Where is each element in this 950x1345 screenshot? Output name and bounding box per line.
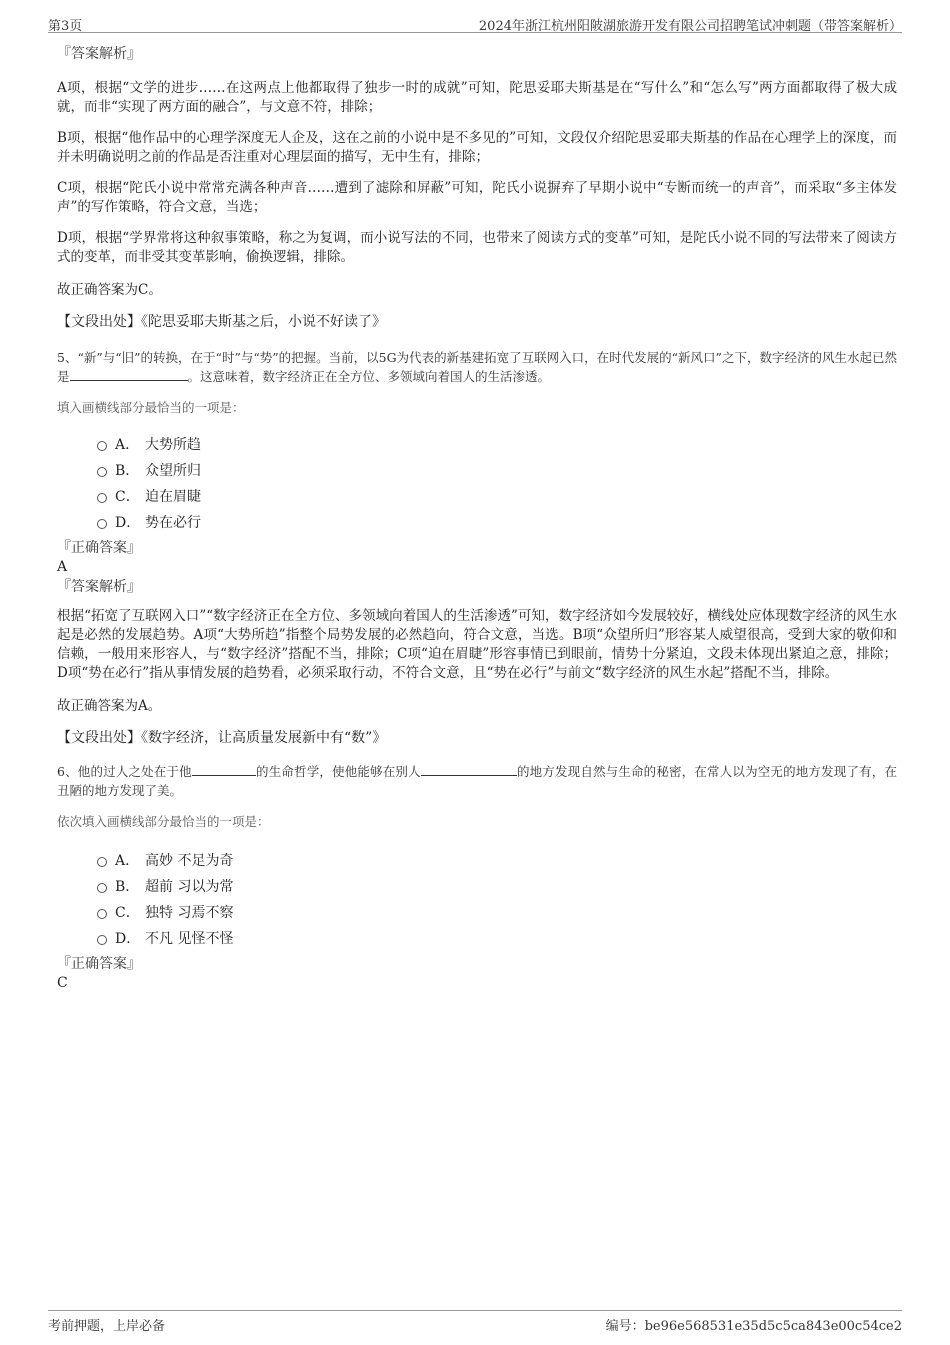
q5-text-after: 。这意味着，数字经济正在全方位、多领域向着国人的生活渗透。 [187, 369, 551, 384]
radio-icon[interactable] [97, 493, 107, 503]
q5-answer-heading: 『正确答案』 [57, 540, 141, 556]
q6-option-a[interactable]: A． 高妙 不足为奇 [57, 848, 897, 874]
q6-text-3: 的地方发现自然与生命的秘密，在常人以为空无的地方发现了有，在丑陋的地方发现了美。 [57, 764, 897, 798]
page-content [57, 44, 897, 993]
page-footer [48, 1310, 902, 1333]
radio-icon[interactable] [97, 441, 107, 451]
q4-analysis-c: C项，根据“陀氏小说中常常充满各种声音……遭到了滤除和屏蔽”可知，陀氏小说摒弃了早期小说中“专断而统一的声音”，而采取“多主体发声”的写作策略，符合文意，当选； [57, 180, 897, 215]
q5-question [57, 348, 897, 386]
q4-conclusion: 故正确答案为C。 [57, 282, 162, 298]
q6-question [57, 762, 897, 800]
q6-option-c[interactable]: C． 独特 习焉不察 [57, 900, 897, 926]
q5-blank [70, 368, 188, 381]
document-code: 编号：be96e568531e35d5c5ca843e00c54ce2 [605, 1319, 902, 1334]
q4-analysis-d: D项，根据“学界常将这种叙事策略，称之为复调，而小说写法的不同，也带来了阅读方式的变革”可知，是陀氏小说不同的写法带来了阅读方式的变革，而非受其变革影响，偷换逻辑，排除。 [57, 230, 897, 265]
q4-analysis-a: A项，根据“文学的进步……在这两点上他都取得了独步一时的成就”可知，陀思妥耶夫斯基是在“写什么”和“怎么写”两方面都取得了极大成就，而非“实现了两方面的融合”，与文意不符，排除； [57, 80, 897, 115]
q5-analysis-heading: 『答案解析』 [57, 579, 141, 595]
q5-prompt: 填入画横线部分最恰当的一项是： [57, 400, 245, 415]
q6-prompt: 依次填入画横线部分最恰当的一项是： [57, 814, 270, 829]
q6-options [57, 848, 897, 952]
q6-blank-2 [421, 763, 517, 776]
q5-option-c[interactable]: C． 迫在眉睫 [57, 484, 897, 510]
q5-options [57, 432, 897, 536]
q6-text-2: 的生命哲学，使他能够在别人 [255, 764, 421, 779]
q5-option-d[interactable]: D． 势在必行 [57, 510, 897, 536]
radio-icon[interactable] [97, 519, 107, 529]
q5-option-b[interactable]: B． 众望所归 [57, 458, 897, 484]
radio-icon[interactable] [97, 935, 107, 945]
q6-option-d[interactable]: D． 不凡 见怪不怪 [57, 926, 897, 952]
q6-answer-heading: 『正确答案』 [57, 956, 141, 972]
footer-slogan: 考前押题，上岸必备 [48, 1319, 166, 1334]
q5-conclusion: 故正确答案为A。 [57, 698, 162, 714]
page-header [48, 10, 902, 33]
radio-icon[interactable] [97, 883, 107, 893]
page-number: 第3页 [48, 19, 83, 34]
q6-option-b[interactable]: B． 超前 习以为常 [57, 874, 897, 900]
q6-answer: C [57, 975, 68, 991]
q5-analysis: 根据“拓宽了互联网入口”“数字经济正在全方位、多领域向着国人的生活渗透”可知，数字经济如今发展较好，横线处应体现数字经济的风生水起是必然的发展趋势。A项“大势所趋”指整个局势发展的必然趋向，符合文意，当选。B项“众望所归”形容某人威望很高，受到大家的敬仰和信赖，一般用来形容人，与“数字经济”搭配不当，排除；C项“迫在眉睫”形容事情已到眼前，情势十分紧迫，文段未体现出紧迫之意，排除；D项“势在必行”指从事情发展的趋势看，必须采取行动，不符合文意，且“势在必行”与前文“数字经济的风生水起”搭配不当，排除。 [57, 608, 897, 681]
q5-option-a[interactable]: A． 大势所趋 [57, 432, 897, 458]
radio-icon[interactable] [97, 857, 107, 867]
radio-icon[interactable] [97, 467, 107, 477]
q4-analysis-heading: 『答案解析』 [57, 46, 141, 62]
q4-source: 【文段出处】《陀思妥耶夫斯基之后，小说不好读了》 [57, 314, 386, 330]
radio-icon[interactable] [97, 909, 107, 919]
q4-analysis-b: B项，根据“他作品中的心理学深度无人企及，这在之前的小说中是不多见的”可知，文段仅介绍陀思妥耶夫斯基的作品在心理学上的深度，而并未明确说明之前的作品是否注重对心理层面的描写，无中生有，排除； [57, 130, 897, 165]
q5-text-before: 5、“新”与“旧”的转换，在于“时”与“势”的把握。当前，以5G为代表的新基建拓宽了互联网入口，在时代发展的“新风口”之下，数字经济的风生水起已然是 [57, 350, 897, 384]
q5-answer: A [57, 559, 68, 575]
document-title: 2024年浙江杭州阳陂湖旅游开发有限公司招聘笔试冲刺题（带答案解析） [478, 19, 902, 34]
q6-text-1: 6、他的过人之处在于他 [57, 764, 192, 779]
q5-source: 【文段出处】《数字经济，让高质量发展新中有“数”》 [57, 730, 387, 746]
q6-blank-1 [192, 763, 256, 776]
